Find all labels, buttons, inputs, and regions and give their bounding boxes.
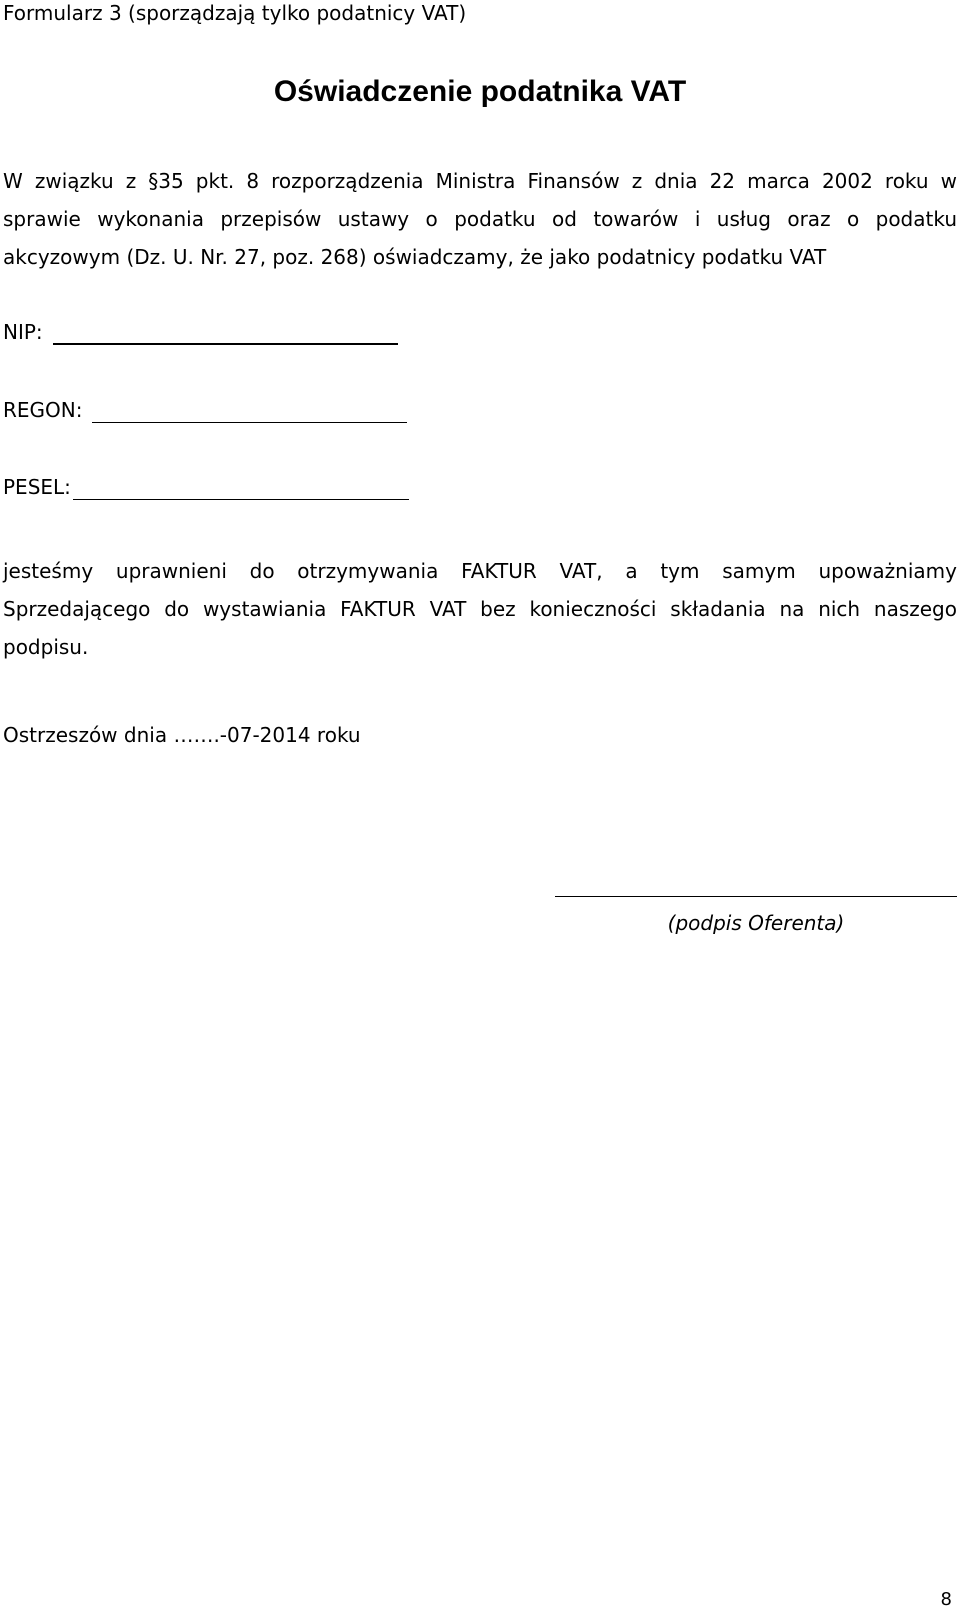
statement-line-3: podpisu. bbox=[3, 635, 89, 659]
pesel-blank-line[interactable] bbox=[73, 479, 409, 500]
nip-label: NIP: bbox=[3, 320, 43, 344]
document-title: Oświadczenie podatnika VAT bbox=[273, 75, 687, 108]
statement-paragraph bbox=[3, 552, 957, 666]
regon-label: REGON: bbox=[3, 398, 83, 422]
nip-field bbox=[3, 319, 398, 345]
signature-caption: (podpis Oferenta) bbox=[667, 911, 845, 935]
page-number: 8 bbox=[940, 1589, 952, 1610]
nip-blank-line[interactable] bbox=[53, 323, 398, 345]
statement-line-1: jesteśmy uprawnieni do otrzymywania FAKTUR VAT, a tym samym upoważniamy bbox=[3, 559, 957, 583]
intro-line-1: W związku z §35 pkt. 8 rozporządzenia Ministra Finansów z dnia 22 marca 2002 roku w bbox=[3, 169, 957, 193]
intro-paragraph bbox=[3, 162, 957, 276]
pesel-label: PESEL: bbox=[3, 475, 71, 499]
place-date: Ostrzeszów dnia …….-07-2014 roku bbox=[3, 723, 361, 747]
statement-line-2: Sprzedającego do wystawiania FAKTUR VAT bez konieczności składania na nich naszego bbox=[3, 597, 957, 621]
pesel-field bbox=[3, 474, 409, 500]
regon-field bbox=[3, 397, 407, 423]
signature-line[interactable] bbox=[555, 896, 957, 897]
intro-line-2: sprawie wykonania przepisów ustawy o podatku od towarów i usług oraz o podatku bbox=[3, 207, 957, 231]
regon-blank-line[interactable] bbox=[92, 402, 407, 423]
form-label: Formularz 3 (sporządzają tylko podatnicy VAT) bbox=[3, 1, 467, 25]
intro-line-3: akcyzowym (Dz. U. Nr. 27, poz. 268) oświadczamy, że jako podatnicy podatku VAT bbox=[3, 245, 827, 269]
